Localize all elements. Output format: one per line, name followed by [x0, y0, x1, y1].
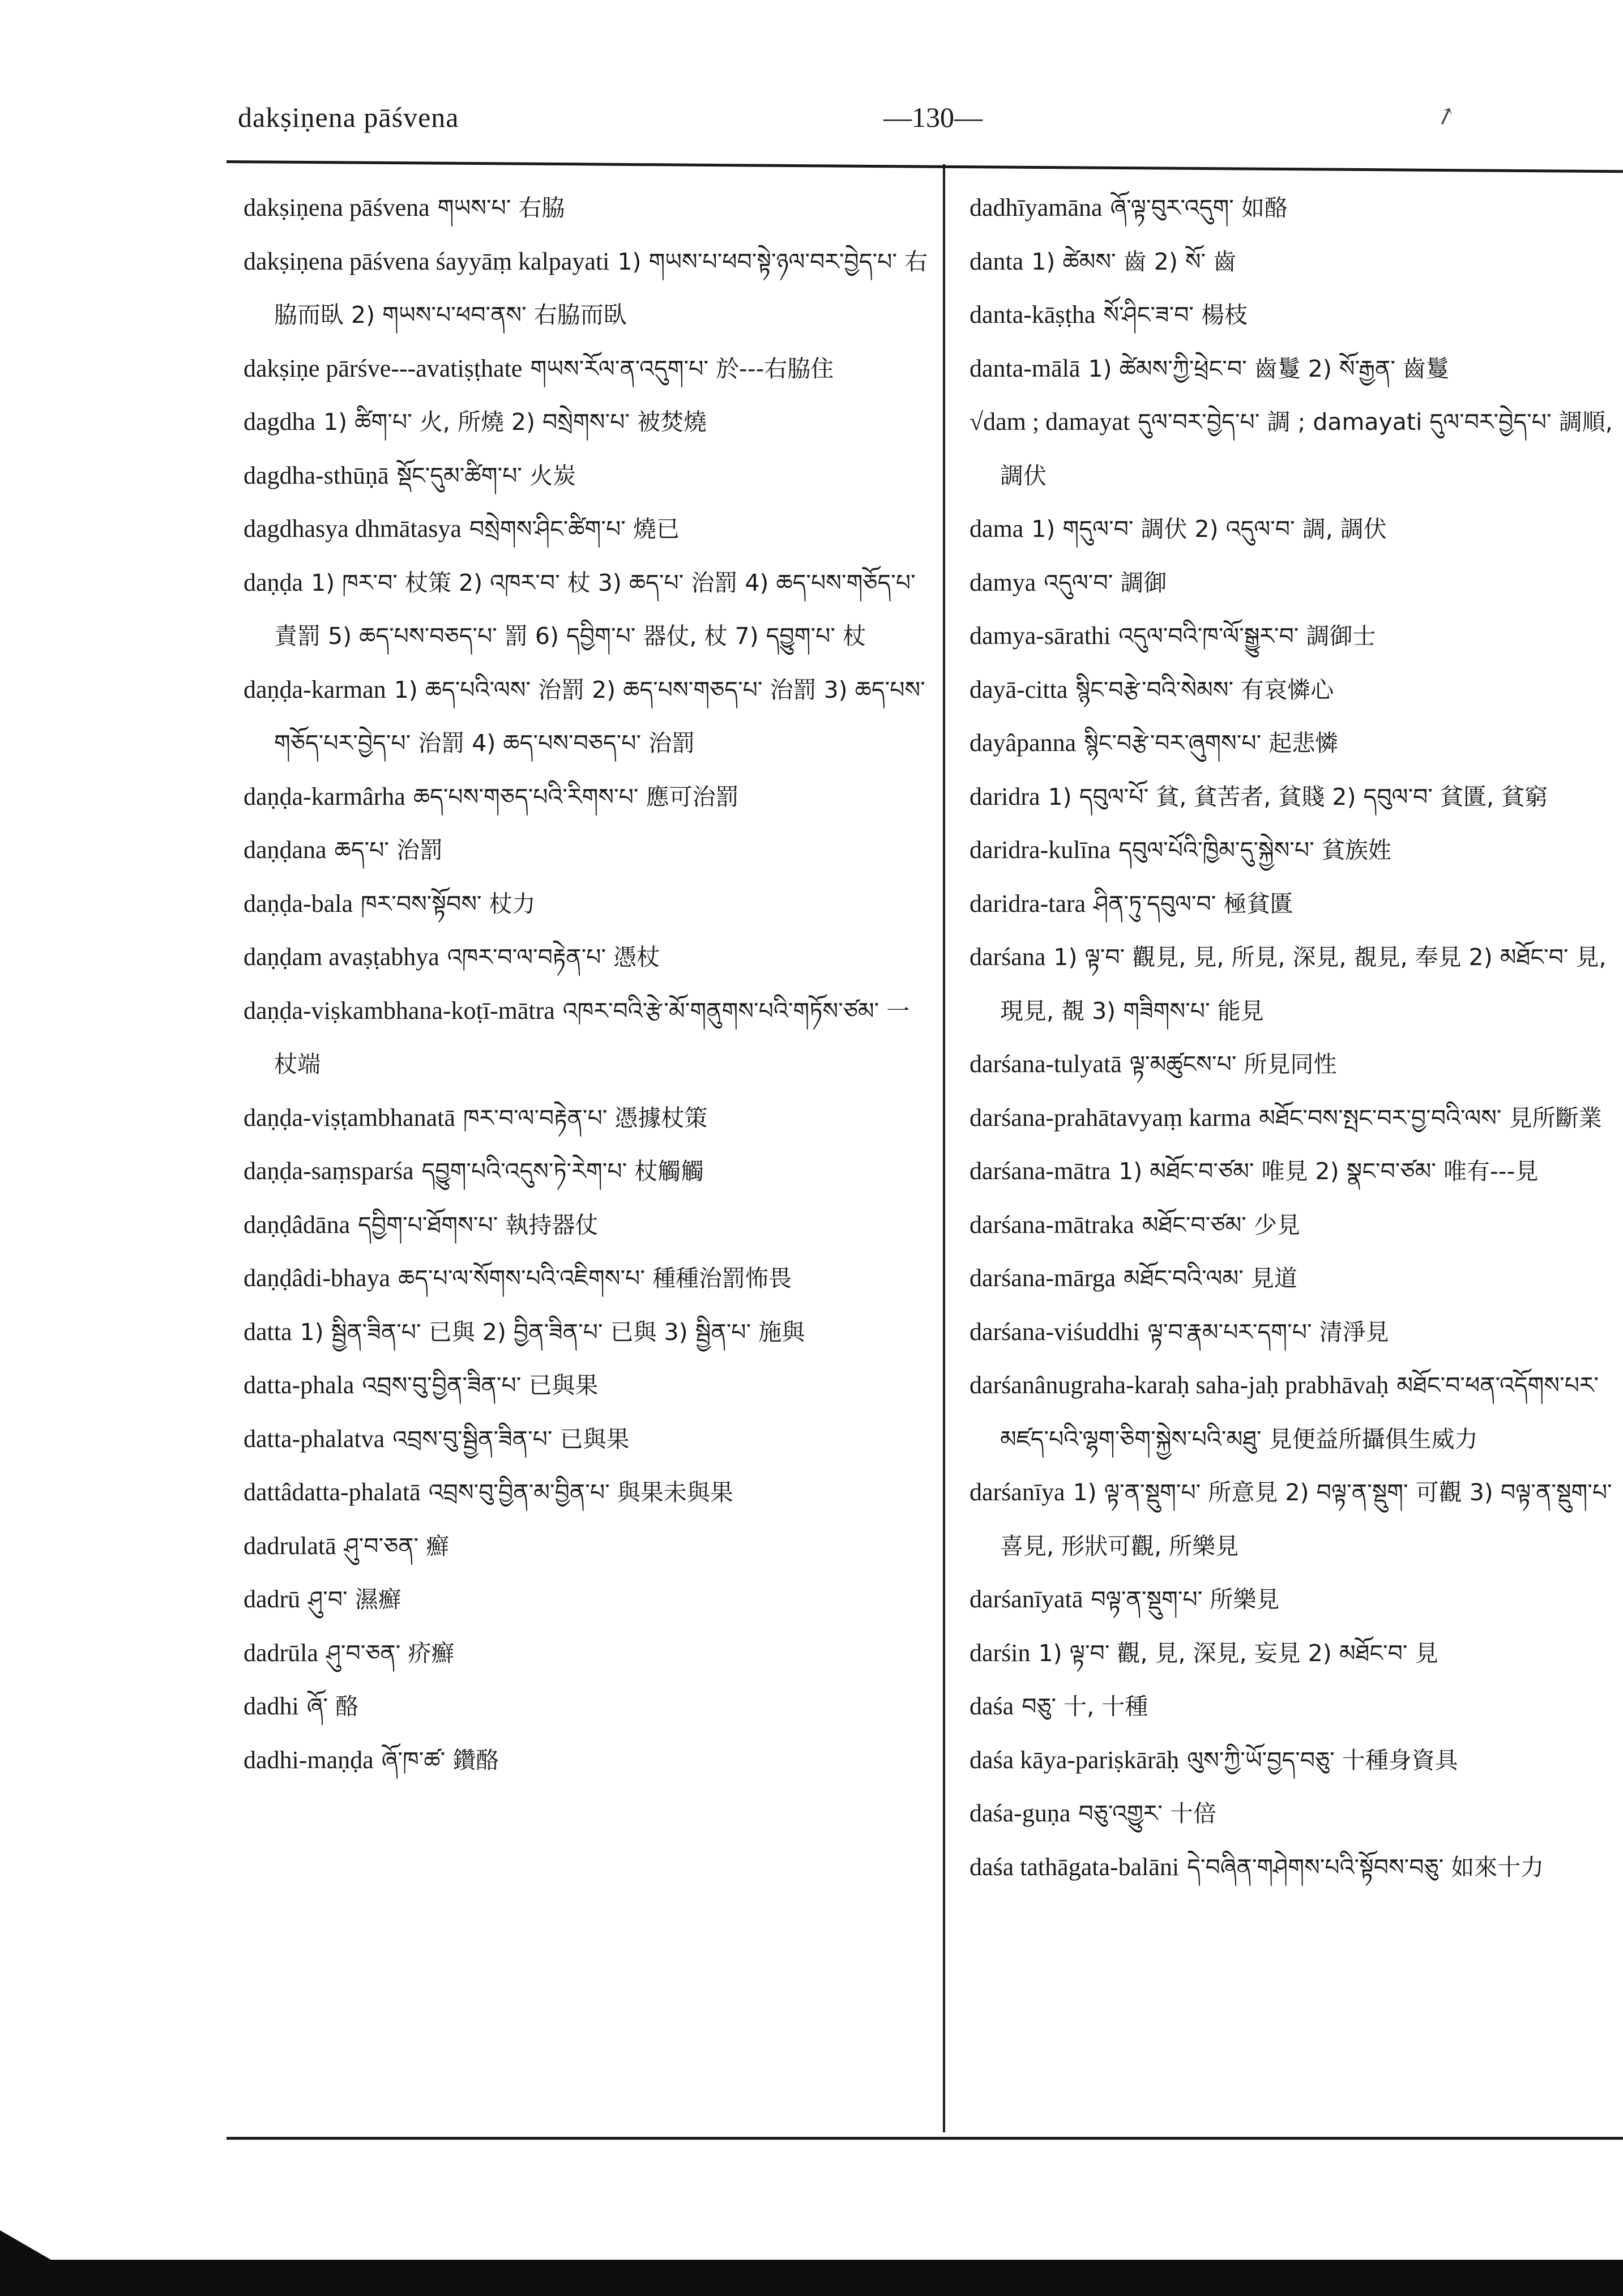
- entry-headword: datta-phala: [244, 1371, 355, 1399]
- dictionary-entry: [969, 1091, 1623, 1145]
- entry-headword: daṇḍa: [244, 568, 304, 596]
- dictionary-entry: [969, 235, 1623, 289]
- dictionary-entry: [969, 1573, 1623, 1627]
- entry-headword: darśana: [969, 943, 1046, 971]
- entry-headword: damya-sārathi: [969, 622, 1111, 650]
- entry-headword: dagdhasya dhmātasya: [244, 515, 462, 543]
- entry-definition: 1) ལྟ་བ་ 觀, 見, 深見, 妄見 2) མཐོང་བ་ 見: [1038, 1639, 1438, 1667]
- dictionary-entry: [244, 1359, 932, 1412]
- dictionary-entry: [244, 1091, 932, 1145]
- entry-headword: dayâpanna: [969, 729, 1077, 757]
- dictionary-entry: [969, 716, 1623, 770]
- dictionary-entry: [969, 1734, 1623, 1787]
- entry-headword: darśin: [969, 1638, 1031, 1667]
- entry-definition: མཐོང་བ་ཕན་འདོགས་པར་མཛད་པའི་ལྷག་ཅིག་སྐྱེས་པའི་མཐུ་ 見便益所攝俱生威力: [1000, 1372, 1599, 1453]
- entry-definition: ལྟ་བ་རྣམ་པར་དག་པ་ 清淨見: [1147, 1318, 1389, 1346]
- entry-definition: དུལ་བར་བྱེད་པ་ 調 ; damayati དུལ་བར་བྱེད་པ་ 調順, 調伏: [1000, 408, 1613, 489]
- entry-definition: 1) ཚེམས་ཀྱི་ཕྲེང་བ་ 齒鬘 2) སོ་རྒྱན་ 齒鬘: [1088, 355, 1450, 382]
- entry-headword: danta-kāṣṭha: [969, 301, 1096, 328]
- entry-headword: daridra-tara: [969, 889, 1086, 917]
- entry-definition: འདུལ་བ་ 調御: [1044, 569, 1167, 596]
- dictionary-entry: [244, 1734, 932, 1787]
- entry-definition: སྙིང་བརྩེ་བར་ཞུགས་པ་ 起悲憐: [1084, 729, 1339, 757]
- entry-definition: འབྲས་བུ་སྦྱིན་ཟིན་པ་ 已與果: [392, 1425, 630, 1453]
- entry-definition: བསྲེགས་ཤིང་ཚིག་པ་ 燒已: [469, 515, 680, 543]
- entry-definition: 1) ཆད་པའི་ལས་ 治罰 2) ཆད་པས་གཅད་པ་ 治罰 3) ཆད་པས་གཅོད་པར་བྱེད་པ་ 治罰 4) ཆད་པས་བཅད་པ་ 治罰: [274, 676, 925, 757]
- entry-definition: 1) གདུལ་བ་ 調伏 2) འདུལ་བ་ 調, 調伏: [1031, 515, 1387, 543]
- entry-headword: darśana-tulyatā: [969, 1050, 1122, 1078]
- entry-definition: 1) ཚེམས་ 齒 2) སོ་ 齒: [1031, 247, 1237, 275]
- entry-headword: darśanīya: [969, 1478, 1065, 1506]
- entry-headword: daṇḍâdi-bhaya: [244, 1264, 390, 1292]
- dictionary-entry: [969, 877, 1623, 931]
- dictionary-entry: [969, 1305, 1623, 1359]
- entry-definition: འབྲས་བུ་བྱིན་མ་བྱིན་པ་ 與果未與果: [428, 1479, 733, 1506]
- dictionary-entry: [969, 1680, 1623, 1734]
- entry-headword: daṇḍa-viṣṭambhanatā: [244, 1103, 455, 1132]
- dictionary-entry: [244, 984, 932, 1091]
- entry-headword: dama: [969, 515, 1024, 543]
- entry-definition: བལྟ་ན་སྡུག་པ་ 所樂見: [1091, 1586, 1280, 1613]
- entry-headword: darśanīyatā: [969, 1585, 1083, 1613]
- dictionary-entry: [244, 1145, 932, 1198]
- entry-definition: གཡས་རོལ་ན་འདུག་པ་ 於---右脇住: [530, 355, 834, 382]
- dictionary-entry: [244, 1198, 932, 1252]
- dictionary-entry: [969, 288, 1623, 342]
- dictionary-entry: [969, 770, 1623, 824]
- right-column: [969, 181, 1623, 2129]
- dictionary-entry: [969, 342, 1623, 396]
- running-head: dakṣiṇena pāśvena: [238, 101, 459, 133]
- entry-definition: ཞོ་ཁ་ཚ་ 鑽酪: [381, 1746, 499, 1774]
- entry-headword: datta: [244, 1317, 292, 1346]
- entry-definition: 1) གཡས་པ་ཕབ་སྟེ་ཉལ་བར་བྱེད་པ་ 右脇而臥 2) གཡས་པ་ཕབ་ནས་ 右脇而臥: [274, 247, 928, 328]
- entry-headword: dagdha-sthūṇā: [244, 461, 389, 489]
- entry-definition: 1) ལྟ་ན་སྡུག་པ་ 所意見 2) བལྟ་ན་སྡུག་ 可觀 3) བལྟ་ན་སྡུག་པ་ 喜見, 形狀可觀, 所樂見: [1000, 1479, 1612, 1560]
- entry-definition: བཅུ་ 十, 十種: [1022, 1693, 1148, 1720]
- entry-headword: dadhi: [244, 1692, 299, 1720]
- dictionary-entry: [244, 181, 932, 235]
- dictionary-entry: [969, 502, 1623, 556]
- entry-definition: དེ་བཞིན་གཤེགས་པའི་སྟོབས་བཅུ་ 如來十力: [1187, 1853, 1544, 1881]
- dictionary-entry: [244, 395, 932, 449]
- scan-edge-band: [0, 2260, 1623, 2296]
- dictionary-entry: [244, 1573, 932, 1627]
- entry-definition: འཁར་བའི་རྩེ་མོ་གནུགས་པའི་གཏོས་ཙམ་ 一杖端: [274, 997, 910, 1078]
- dictionary-entry: [969, 931, 1623, 1038]
- entry-definition: ལྟ་མཚུངས་པ་ 所見同性: [1129, 1051, 1337, 1078]
- dictionary-entry: [244, 235, 932, 342]
- dictionary-entry: [244, 1466, 932, 1520]
- entry-definition: དབྱིག་པ་ཐོགས་པ་ 執持器仗: [358, 1211, 599, 1239]
- dictionary-entry: [244, 449, 932, 503]
- dictionary-entry: [969, 1466, 1623, 1573]
- entry-definition: ཤིན་ཏུ་དབུལ་བ་ 極貧匱: [1094, 890, 1293, 917]
- entry-headword: daridra: [969, 782, 1040, 810]
- dictionary-entry: [244, 342, 932, 396]
- entry-headword: daśa-guṇa: [969, 1799, 1071, 1827]
- entry-headword: daṇḍam avaṣṭabhya: [244, 943, 439, 971]
- entry-headword: dadrū: [244, 1585, 301, 1613]
- entry-headword: darśana-mārga: [969, 1264, 1116, 1292]
- entry-definition: ཆད་པ་ལ་སོགས་པའི་འཇིགས་པ་ 種種治罰怖畏: [398, 1265, 792, 1292]
- dictionary-entry: [244, 502, 932, 556]
- entry-definition: གཡས་པ་ 右脇: [437, 194, 565, 221]
- entry-definition: སྡོང་དུམ་ཚིག་པ་ 火炭: [396, 462, 576, 489]
- dictionary-entry: [244, 1680, 932, 1734]
- bottom-rule: [227, 2137, 1623, 2140]
- entry-headword: dakṣiṇena pāśvena śayyāṃ kalpayati: [244, 247, 610, 275]
- left-column: [244, 181, 932, 2129]
- corner-mark: ↗: [1431, 99, 1460, 133]
- entry-headword: danta-mālā: [969, 354, 1080, 382]
- entry-headword: √dam ; damayat: [969, 408, 1130, 436]
- entry-definition: 1) ཚིག་པ་ 火, 所燒 2) བསྲེགས་པ་ 被焚燒: [323, 408, 707, 436]
- top-rule: [227, 160, 1623, 173]
- entry-definition: ཆད་པས་གཅད་པའི་རིགས་པ་ 應可治罰: [413, 783, 739, 810]
- dictionary-entry: [969, 1198, 1623, 1252]
- dictionary-entry: [244, 1520, 932, 1573]
- entry-definition: འབྲས་བུ་བྱིན་ཟིན་པ་ 已與果: [362, 1372, 599, 1399]
- dictionary-entry: [244, 1412, 932, 1466]
- entry-headword: daṇḍa-saṃsparśa: [244, 1157, 414, 1185]
- dictionary-entry: [969, 1252, 1623, 1305]
- entry-headword: daṇḍa-viṣkambhana-koṭī-mātra: [244, 996, 555, 1025]
- dictionary-entry: [969, 1145, 1623, 1198]
- entry-definition: མཐོང་བས་སྤང་བར་བྱ་བའི་ལས་ 見所斷業: [1259, 1104, 1602, 1132]
- entry-headword: daśa kāya-pariṣkārāḥ: [969, 1746, 1180, 1774]
- entry-definition: བཅུ་འགྱུར་ 十倍: [1078, 1800, 1216, 1827]
- entry-headword: darśana-prahātavyaṃ karma: [969, 1103, 1252, 1132]
- entry-headword: dadrūla: [244, 1638, 318, 1667]
- entry-headword: daridra-kulīna: [969, 836, 1111, 864]
- entry-headword: daṇḍana: [244, 836, 327, 864]
- entry-headword: dattâdatta-phalatā: [244, 1478, 421, 1506]
- entry-headword: daśa: [969, 1692, 1014, 1720]
- entry-headword: daṇḍâdāna: [244, 1210, 351, 1239]
- entry-definition: ཤུ་བ་ 濕癬: [308, 1586, 402, 1613]
- dictionary-entry: [244, 556, 932, 663]
- entry-headword: daṇḍa-bala: [244, 889, 353, 917]
- entry-definition: ཆད་པ་ 治罰: [334, 837, 443, 864]
- entry-definition: མཐོང་བ་ཙམ་ 少見: [1142, 1211, 1300, 1239]
- entry-headword: daṇḍa-karmârha: [244, 782, 405, 810]
- entry-headword: dadrulatā: [244, 1531, 336, 1560]
- entry-definition: 1) མཐོང་བ་ཙམ་ 唯見 2) སྣང་བ་ཙམ་ 唯有---見: [1118, 1158, 1539, 1185]
- entry-definition: འདུལ་བའི་ཁ་ལོ་སྒྱུར་བ་ 調御士: [1118, 622, 1376, 650]
- entry-definition: ཤུ་བ་ཅན་ 疥癬: [326, 1639, 455, 1667]
- scan-edge-wedge: [0, 2230, 51, 2260]
- dictionary-entry: [244, 1627, 932, 1680]
- dictionary-entry: [969, 1787, 1623, 1841]
- column-divider: [943, 164, 945, 2132]
- entry-headword: datta-phalatva: [244, 1424, 385, 1453]
- entry-definition: ཞོ་ 酪: [306, 1693, 359, 1720]
- dictionary-entry: [244, 1305, 932, 1359]
- entry-definition: མཐོང་བའི་ལམ་ 見道: [1124, 1265, 1297, 1292]
- entry-definition: ཞོ་ལྟ་བུར་འདུག་ 如酪: [1110, 194, 1288, 221]
- entry-definition: སྙིང་བརྩེ་བའི་སེམས་ 有哀憐心: [1075, 676, 1334, 703]
- entry-headword: daṇḍa-karman: [244, 675, 386, 703]
- page-number: —130—: [883, 101, 983, 133]
- entry-definition: དབྱུག་པའི་འདུས་ཏེ་རེག་པ་ 杖觸觸: [421, 1158, 704, 1185]
- entry-headword: danta: [969, 247, 1024, 275]
- dictionary-entry: [969, 1359, 1623, 1466]
- entry-definition: 1) ཁར་བ་ 杖策 2) འཁར་བ་ 杖 3) ཆད་པ་ 治罰 4) ཆད་པས་གཅོད་པ་ 責罰 5) ཆད་པས་བཅད་པ་ 罰 6) དབྱིག་པ་ 器仗, 杖 7) དབྱུག་པ་ 杖: [274, 569, 916, 650]
- entry-headword: dakṣiṇena pāśvena: [244, 194, 430, 221]
- entry-definition: དབུལ་པོའི་ཁྱིམ་དུ་སྐྱེས་པ་ 貧族姓: [1118, 837, 1391, 864]
- entry-headword: dadhīyamāna: [969, 194, 1103, 221]
- entry-definition: སོ་ཤིང་ཟ་བ་ 楊枝: [1103, 301, 1248, 328]
- entry-definition: 1) ལྟ་བ་ 觀見, 見, 所見, 深見, 覩見, 奉見 2) མཐོང་བ་ 見, 現見, 覩 3) གཟིགས་པ་ 能見: [1000, 944, 1607, 1025]
- dictionary-entry: [969, 395, 1623, 502]
- entry-definition: ཤུ་བ་ཅན་ 癬: [344, 1532, 450, 1560]
- dictionary-entry: [969, 663, 1623, 717]
- dictionary-entry: [969, 1627, 1623, 1680]
- entry-definition: 1) སྦྱིན་ཟིན་པ་ 已與 2) བྱིན་ཟིན་པ་ 已與 3) སྦྱིན་པ་ 施與: [300, 1318, 805, 1346]
- dictionary-entry: [969, 823, 1623, 877]
- entry-headword: damya: [969, 568, 1036, 596]
- dictionary-entry: [244, 877, 932, 931]
- entry-definition: ལུས་ཀྱི་ཡོ་བྱད་བཅུ་ 十種身資具: [1187, 1746, 1458, 1774]
- entry-headword: dagdha: [244, 408, 316, 436]
- entry-headword: dakṣiṇe pārśve---avatiṣṭhate: [244, 354, 523, 382]
- dictionary-entry: [969, 1841, 1623, 1894]
- dictionary-entry: [969, 1038, 1623, 1091]
- entry-headword: darśana-mātra: [969, 1157, 1111, 1185]
- entry-headword: darśana-viśuddhi: [969, 1317, 1140, 1346]
- dictionary-entry: [969, 181, 1623, 235]
- entry-definition: ཁར་བས་སྟོབས་ 杖力: [361, 890, 536, 917]
- dictionary-entry: [244, 823, 932, 877]
- entry-headword: darśanânugraha-karaḥ saha-jaḥ prabhāvaḥ: [969, 1371, 1389, 1399]
- entry-definition: 1) དབུལ་པོ་ 貧, 貧苦者, 貧賤 2) དབུལ་བ་ 貧匱, 貧窮: [1048, 783, 1548, 810]
- entry-headword: darśana-mātraka: [969, 1210, 1134, 1239]
- entry-headword: dayā-citta: [969, 675, 1068, 703]
- dictionary-entry: [244, 770, 932, 824]
- dictionary-entry: [244, 1252, 932, 1305]
- dictionary-entry: [244, 931, 932, 984]
- dictionary-entry: [969, 609, 1623, 663]
- dictionary-entry: [969, 556, 1623, 610]
- entry-headword: daśa tathāgata-balāni: [969, 1853, 1180, 1881]
- entry-definition: འཁར་བ་ལ་བརྟེན་པ་ 憑杖: [447, 944, 660, 971]
- dictionary-entry: [244, 663, 932, 770]
- entry-headword: dadhi-maṇḍa: [244, 1746, 374, 1774]
- entry-definition: ཁར་བ་ལ་བརྟེན་པ་ 憑據杖策: [463, 1104, 708, 1132]
